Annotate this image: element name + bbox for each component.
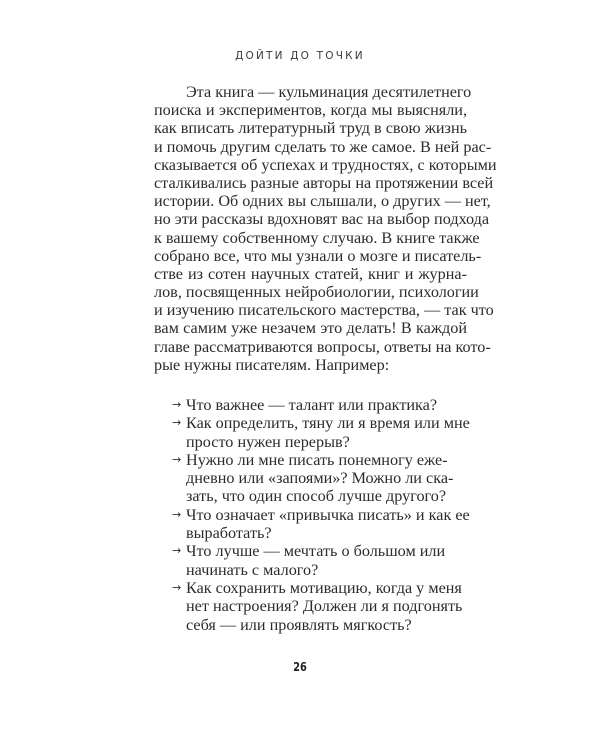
paragraph-line: и изучению писательского мастерства, — так что: [154, 301, 494, 320]
paragraph-line: вам самим уже незачем это делать! В каждой: [154, 319, 467, 338]
paragraph-line: сталкивались разные авторы на протяжении всей: [154, 173, 494, 192]
paragraph-line: Эта книга — кульминация десятилетнего: [186, 83, 472, 101]
list-item: [172, 506, 472, 543]
paragraph-line: к вашему собственному случаю. В книге также: [154, 228, 480, 247]
list-item-line: Нужно ли мне писать понемногу еже-: [186, 450, 448, 469]
list-item-line: Как сохранить мотивацию, когда у меня: [186, 578, 462, 597]
question-list: [172, 396, 472, 634]
arrow-bullet-icon: →: [172, 452, 182, 466]
list-item: [172, 542, 472, 579]
list-item: [172, 451, 472, 506]
body-paragraph: [154, 83, 497, 374]
list-item-line: дневно или «запоями»? Можно ли ска-: [186, 469, 454, 488]
paragraph-line: но эти рассказы вдохновят вас на выбор подхода: [154, 210, 490, 229]
paragraph-line: рые нужны писателям. Например:: [154, 355, 390, 374]
arrow-bullet-icon: →: [172, 544, 182, 558]
paragraph-line: сказывается об успехах и трудностях, с которыми: [154, 155, 497, 174]
list-item: [172, 414, 472, 451]
page-number: 26: [293, 659, 307, 674]
list-item-line: Что означает «привычка писать» и как ее: [186, 505, 470, 524]
paragraph-line: поиска и экспериментов, когда мы выясняли,: [154, 101, 467, 120]
list-item-line: себя — или проявлять мягкость?: [186, 615, 412, 634]
paragraph-line: и помочь другим сделать то же самое. В ней рас-: [154, 137, 492, 156]
paragraph-line: лов, посвященных нейробиологии, психологии: [154, 283, 479, 302]
arrow-bullet-icon: →: [172, 580, 182, 594]
paragraph-line: истории. Об одних вы слышали, о других — нет,: [154, 192, 491, 211]
list-item-line: просто нужен перерыв?: [186, 432, 350, 451]
paragraph-line: собрано все, что мы узнали о мозге и писатель-: [154, 246, 482, 265]
list-item-line: Как определить, тяну ли я время или мне: [186, 414, 470, 433]
list-item-line: нет настроения? Должен ли я подгонять: [186, 597, 463, 616]
list-item-line: зать, что один способ лучше другого?: [186, 487, 447, 506]
running-head: ДОЙТИ ДО ТОЧКИ: [235, 50, 365, 62]
paragraph-line: как вписать литературный труд в свою жизнь: [154, 119, 467, 138]
arrow-bullet-icon: →: [172, 398, 182, 411]
list-item-line: начинать с малого?: [186, 560, 319, 579]
arrow-bullet-icon: →: [172, 416, 182, 430]
list-item: [172, 396, 472, 414]
paragraph-line: главе рассматриваются вопросы, ответы на кото-: [154, 337, 491, 356]
paragraph-line: стве из сотен научных статей, книг и журна-: [154, 264, 467, 283]
list-item-line: выработать?: [186, 524, 272, 543]
list-item: [172, 579, 472, 634]
list-item-line: Что важнее — талант или практика?: [186, 396, 438, 414]
arrow-bullet-icon: →: [172, 507, 182, 521]
list-item-line: Что лучше — мечтать о большом или: [186, 542, 446, 561]
